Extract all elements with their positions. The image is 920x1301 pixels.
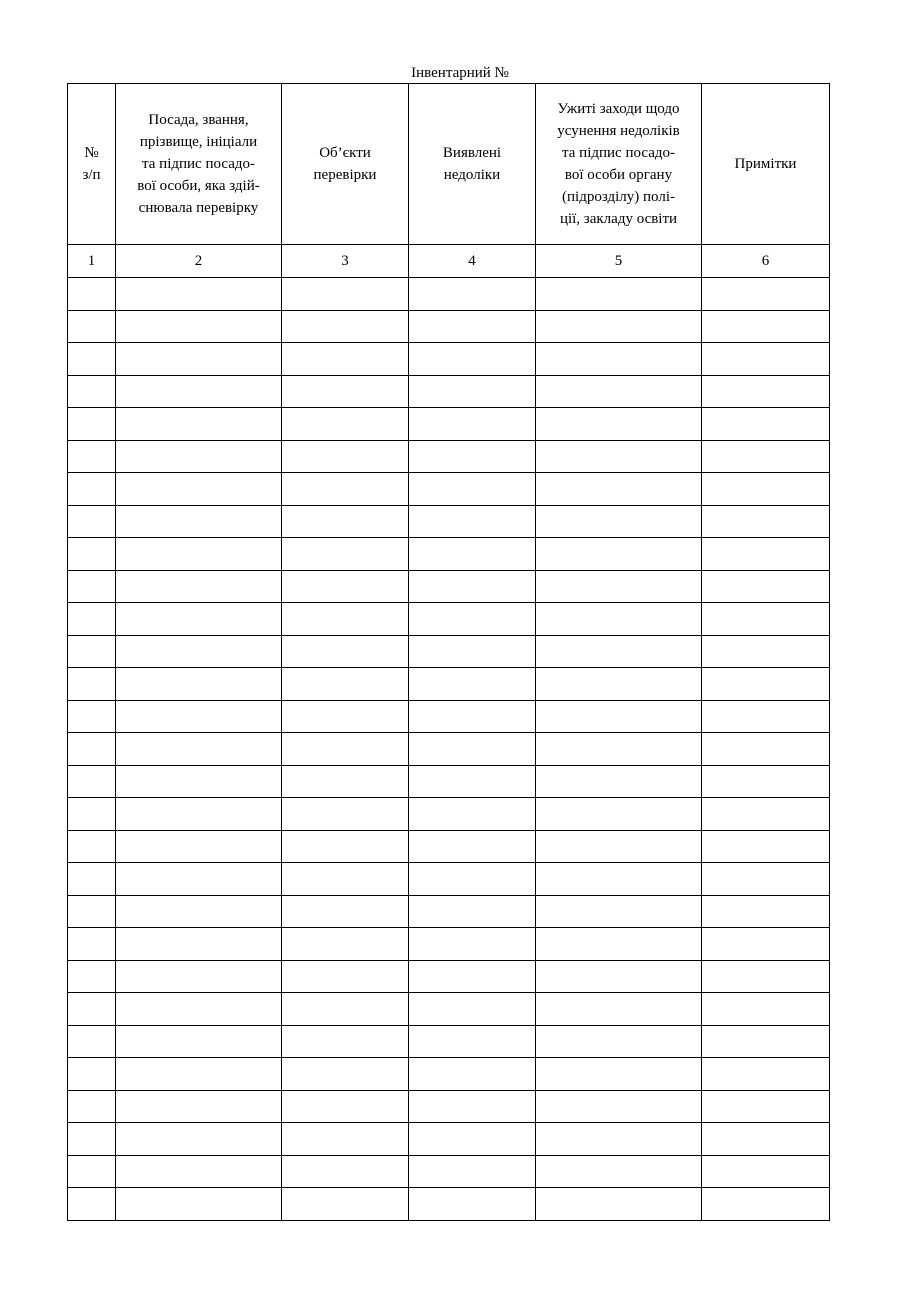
column-number: 4	[409, 245, 536, 278]
header-found-deficiencies: Виявлені недоліки	[409, 84, 536, 245]
table-cell[interactable]	[702, 1025, 830, 1058]
table-cell[interactable]	[282, 343, 409, 376]
table-row	[68, 375, 830, 408]
table-cell[interactable]	[409, 798, 536, 831]
table-row	[68, 960, 830, 993]
inspection-journal-table	[67, 83, 830, 1221]
table-cell[interactable]	[282, 603, 409, 636]
table-cell[interactable]	[702, 1090, 830, 1123]
table-cell[interactable]	[702, 473, 830, 506]
table-cell[interactable]	[282, 1188, 409, 1221]
table-row	[68, 635, 830, 668]
table-cell[interactable]	[409, 538, 536, 571]
table-cell[interactable]	[409, 635, 536, 668]
table-cell[interactable]	[68, 700, 116, 733]
table-cell[interactable]	[702, 603, 830, 636]
table-cell[interactable]	[536, 440, 702, 473]
table-cell[interactable]	[409, 895, 536, 928]
table-cell[interactable]	[702, 570, 830, 603]
table-cell[interactable]	[409, 473, 536, 506]
table-cell[interactable]	[116, 993, 282, 1026]
table-cell[interactable]	[116, 440, 282, 473]
table-row	[68, 830, 830, 863]
table-cell[interactable]	[116, 1123, 282, 1156]
table-cell[interactable]	[536, 570, 702, 603]
table-cell[interactable]	[702, 993, 830, 1026]
table-cell[interactable]	[116, 1058, 282, 1091]
table-cell[interactable]	[409, 408, 536, 441]
table-cell[interactable]	[116, 733, 282, 766]
table-row	[68, 1188, 830, 1221]
table-cell[interactable]	[702, 895, 830, 928]
table-cell[interactable]	[68, 733, 116, 766]
table-cell[interactable]	[68, 928, 116, 961]
table-cell[interactable]	[68, 960, 116, 993]
table-cell[interactable]	[68, 1090, 116, 1123]
table-cell[interactable]	[536, 798, 702, 831]
table-cell[interactable]	[409, 1025, 536, 1058]
inventory-number-label: Інвентарний №	[411, 65, 509, 81]
table-cell[interactable]	[68, 895, 116, 928]
table-cell[interactable]	[282, 375, 409, 408]
table-cell[interactable]	[116, 375, 282, 408]
table-cell[interactable]	[68, 830, 116, 863]
table-cell[interactable]	[282, 1025, 409, 1058]
table-cell[interactable]	[68, 993, 116, 1026]
table-cell[interactable]	[282, 798, 409, 831]
table-row	[68, 993, 830, 1026]
table-cell[interactable]	[68, 668, 116, 701]
table-cell[interactable]	[409, 343, 536, 376]
table-body	[68, 278, 830, 1221]
table-cell[interactable]	[68, 343, 116, 376]
table-row	[68, 928, 830, 961]
table-cell[interactable]	[409, 278, 536, 311]
table-row	[68, 1090, 830, 1123]
table-row	[68, 603, 830, 636]
table-cell[interactable]	[282, 733, 409, 766]
table-row	[68, 538, 830, 571]
table-cell[interactable]	[409, 570, 536, 603]
table-cell[interactable]	[409, 960, 536, 993]
table-cell[interactable]	[702, 1123, 830, 1156]
table-row	[68, 1058, 830, 1091]
table-cell[interactable]	[116, 960, 282, 993]
table-cell[interactable]	[282, 960, 409, 993]
table-cell[interactable]	[536, 733, 702, 766]
table-cell[interactable]	[409, 1188, 536, 1221]
table-cell[interactable]	[702, 440, 830, 473]
column-number: 6	[702, 245, 830, 278]
header-inspection-objects: Об’єкти перевірки	[282, 84, 409, 245]
table-cell[interactable]	[536, 603, 702, 636]
table-cell[interactable]	[536, 668, 702, 701]
table-cell[interactable]	[68, 1058, 116, 1091]
table-cell[interactable]	[116, 863, 282, 896]
table-cell[interactable]	[68, 375, 116, 408]
table-cell[interactable]	[702, 278, 830, 311]
header-notes: Примітки	[702, 84, 830, 245]
table-cell[interactable]	[116, 1090, 282, 1123]
table-cell[interactable]	[409, 993, 536, 1026]
table-cell[interactable]	[68, 635, 116, 668]
table-cell[interactable]	[68, 603, 116, 636]
table-cell[interactable]	[68, 473, 116, 506]
table-cell[interactable]	[282, 310, 409, 343]
table-cell[interactable]	[702, 733, 830, 766]
table-cell[interactable]	[68, 1123, 116, 1156]
table-cell[interactable]	[702, 765, 830, 798]
table-cell[interactable]	[116, 1155, 282, 1188]
table-cell[interactable]	[409, 928, 536, 961]
table-cell[interactable]	[282, 570, 409, 603]
table-cell[interactable]	[702, 668, 830, 701]
table-cell[interactable]	[536, 408, 702, 441]
table-cell[interactable]	[702, 343, 830, 376]
table-cell[interactable]	[282, 538, 409, 571]
table-cell[interactable]	[282, 473, 409, 506]
table-cell[interactable]	[702, 830, 830, 863]
table-cell[interactable]	[702, 505, 830, 538]
table-cell[interactable]	[536, 375, 702, 408]
table-cell[interactable]	[409, 765, 536, 798]
table-cell[interactable]	[282, 1058, 409, 1091]
table-row	[68, 505, 830, 538]
table-cell[interactable]	[536, 765, 702, 798]
table-cell[interactable]	[116, 830, 282, 863]
table-cell[interactable]	[536, 1058, 702, 1091]
table-row	[68, 343, 830, 376]
header-measures-taken: Ужиті заходи щодо усунення недоліків та підпис посадо- вої особи органу (підрозділу) полі- ції, закладу освіти	[536, 84, 702, 245]
table-row	[68, 1155, 830, 1188]
table-cell[interactable]	[116, 278, 282, 311]
table-cell[interactable]	[702, 408, 830, 441]
table-row	[68, 408, 830, 441]
table-cell[interactable]	[282, 1090, 409, 1123]
table-cell[interactable]	[409, 1058, 536, 1091]
table-cell[interactable]	[536, 1188, 702, 1221]
table-cell[interactable]	[702, 1155, 830, 1188]
header-row-number: № з/п	[68, 84, 116, 245]
table-cell[interactable]	[68, 798, 116, 831]
table-cell[interactable]	[116, 668, 282, 701]
table-cell[interactable]	[68, 505, 116, 538]
table-cell[interactable]	[702, 635, 830, 668]
table-row	[68, 765, 830, 798]
table-cell[interactable]	[702, 310, 830, 343]
table-cell[interactable]	[409, 863, 536, 896]
table-cell[interactable]	[536, 343, 702, 376]
table-cell[interactable]	[116, 928, 282, 961]
table-cell[interactable]	[536, 928, 702, 961]
table-cell[interactable]	[536, 538, 702, 571]
table-cell[interactable]	[282, 700, 409, 733]
table-cell[interactable]	[536, 863, 702, 896]
table-cell[interactable]	[282, 440, 409, 473]
column-number: 5	[536, 245, 702, 278]
table-cell[interactable]	[536, 993, 702, 1026]
table-row	[68, 570, 830, 603]
table-cell[interactable]	[68, 408, 116, 441]
table-cell[interactable]	[68, 538, 116, 571]
header-inspector: Посада, звання, прізвище, ініціали та підпис посадо- вої особи, яка здій- снювала перевірку	[116, 84, 282, 245]
table-cell[interactable]	[116, 343, 282, 376]
table-cell[interactable]	[282, 863, 409, 896]
table-cell[interactable]	[282, 668, 409, 701]
table-cell[interactable]	[409, 1123, 536, 1156]
table-cell[interactable]	[536, 1123, 702, 1156]
table-cell[interactable]	[409, 440, 536, 473]
table-cell[interactable]	[68, 1025, 116, 1058]
table-cell[interactable]	[116, 538, 282, 571]
table-cell[interactable]	[536, 1025, 702, 1058]
table-row	[68, 798, 830, 831]
table-cell[interactable]	[116, 895, 282, 928]
table-cell[interactable]	[702, 798, 830, 831]
table-cell[interactable]	[282, 635, 409, 668]
table-cell[interactable]	[536, 1155, 702, 1188]
table-cell[interactable]	[116, 603, 282, 636]
table-cell[interactable]	[68, 1155, 116, 1188]
table-cell[interactable]	[282, 928, 409, 961]
table-cell[interactable]	[702, 928, 830, 961]
table-cell[interactable]	[116, 473, 282, 506]
table-cell[interactable]	[282, 1123, 409, 1156]
table-cell[interactable]	[702, 375, 830, 408]
table-cell[interactable]	[536, 1090, 702, 1123]
table-cell[interactable]	[702, 960, 830, 993]
table-cell[interactable]	[282, 278, 409, 311]
table-cell[interactable]	[282, 830, 409, 863]
table-cell[interactable]	[702, 863, 830, 896]
table-cell[interactable]	[409, 1090, 536, 1123]
table-cell[interactable]	[409, 603, 536, 636]
table-cell[interactable]	[536, 700, 702, 733]
table-cell[interactable]	[702, 538, 830, 571]
table-cell[interactable]	[409, 505, 536, 538]
table-cell[interactable]	[536, 895, 702, 928]
table-row	[68, 895, 830, 928]
column-number-row	[68, 245, 830, 278]
table-cell[interactable]	[68, 863, 116, 896]
table-cell[interactable]	[282, 408, 409, 441]
table-cell[interactable]	[116, 765, 282, 798]
table-cell[interactable]	[116, 700, 282, 733]
table-row	[68, 473, 830, 506]
column-number: 1	[68, 245, 116, 278]
table-cell[interactable]	[702, 1188, 830, 1221]
table-cell[interactable]	[536, 635, 702, 668]
table-cell[interactable]	[68, 440, 116, 473]
table-cell[interactable]	[536, 278, 702, 311]
table-cell[interactable]	[409, 700, 536, 733]
table-cell[interactable]	[116, 570, 282, 603]
table-cell[interactable]	[409, 1155, 536, 1188]
column-number: 2	[116, 245, 282, 278]
table-cell[interactable]	[536, 960, 702, 993]
table-cell[interactable]	[116, 1025, 282, 1058]
table-cell[interactable]	[68, 1188, 116, 1221]
table-cell[interactable]	[702, 700, 830, 733]
table-cell[interactable]	[409, 668, 536, 701]
table-cell[interactable]	[702, 1058, 830, 1091]
table-cell[interactable]	[116, 798, 282, 831]
table-cell[interactable]	[68, 765, 116, 798]
table-cell[interactable]	[116, 408, 282, 441]
table-cell[interactable]	[536, 310, 702, 343]
table-row	[68, 668, 830, 701]
table-cell[interactable]	[409, 830, 536, 863]
table-row	[68, 863, 830, 896]
table-cell[interactable]	[116, 310, 282, 343]
table-row	[68, 440, 830, 473]
table-cell[interactable]	[282, 993, 409, 1026]
table-cell[interactable]	[282, 765, 409, 798]
table-cell[interactable]	[409, 375, 536, 408]
table-row	[68, 700, 830, 733]
table-cell[interactable]	[282, 1155, 409, 1188]
table-cell[interactable]	[68, 570, 116, 603]
table-cell[interactable]	[409, 733, 536, 766]
table-cell[interactable]	[282, 505, 409, 538]
table-cell[interactable]	[536, 473, 702, 506]
table-cell[interactable]	[536, 505, 702, 538]
table-cell[interactable]	[116, 1188, 282, 1221]
table-cell[interactable]	[536, 830, 702, 863]
table-row	[68, 1025, 830, 1058]
table-cell[interactable]	[68, 278, 116, 311]
table-header-row	[68, 84, 830, 245]
table-cell[interactable]	[68, 310, 116, 343]
table-row	[68, 310, 830, 343]
table-row	[68, 733, 830, 766]
table-cell[interactable]	[282, 895, 409, 928]
table-cell[interactable]	[409, 310, 536, 343]
table-cell[interactable]	[116, 505, 282, 538]
table-cell[interactable]	[116, 635, 282, 668]
table-row	[68, 278, 830, 311]
column-number: 3	[282, 245, 409, 278]
table-row	[68, 1123, 830, 1156]
